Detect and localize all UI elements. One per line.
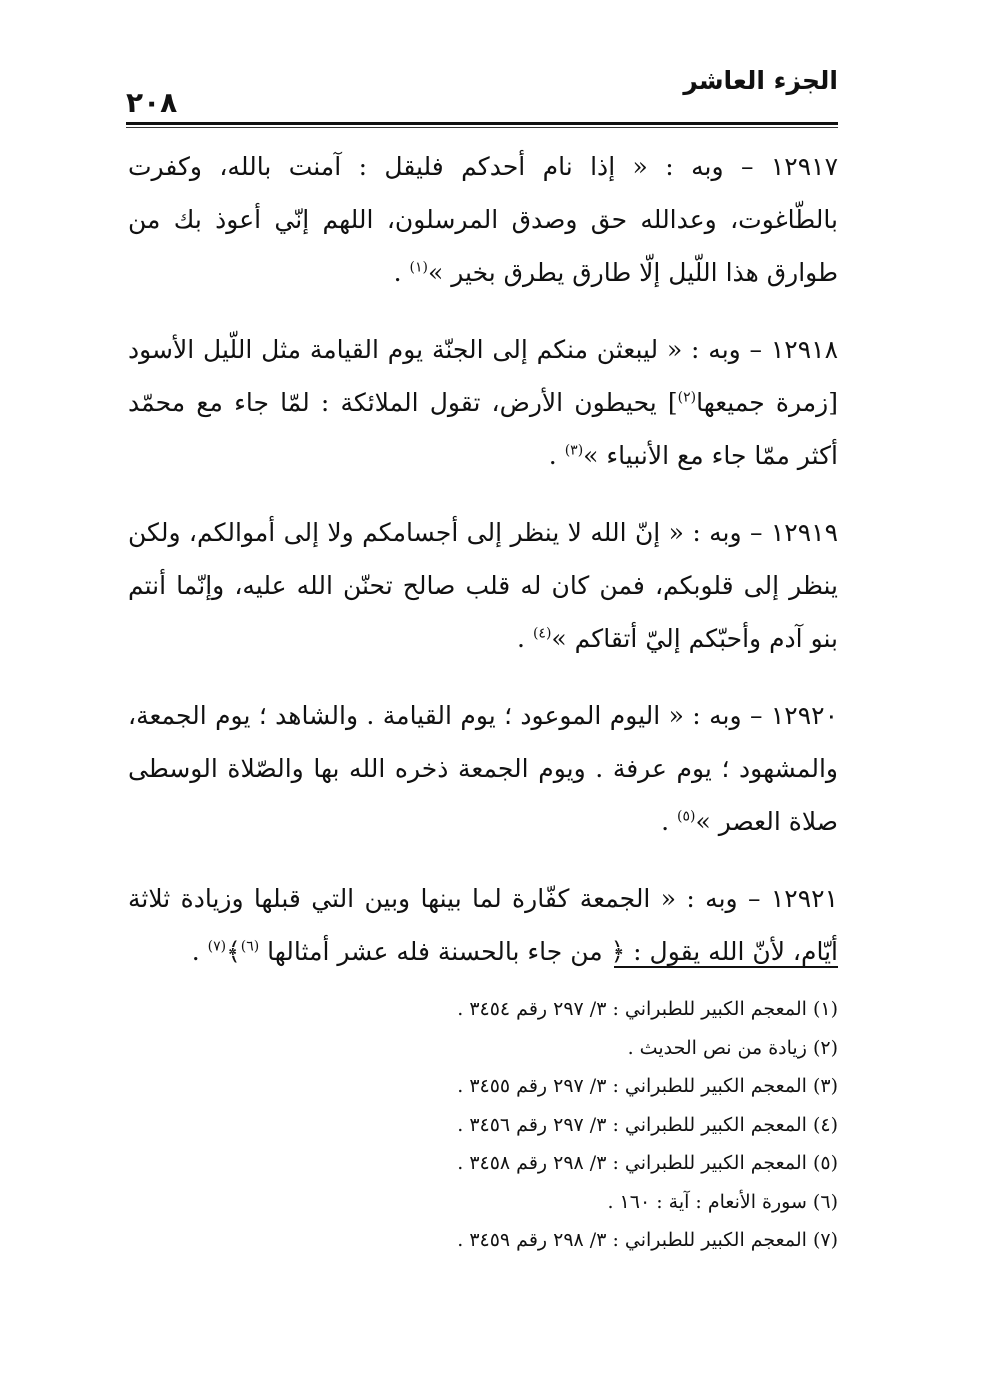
hadith-paragraph	[128, 506, 838, 665]
footnote: (٢) زيادة من نص الحديث .	[627, 1036, 838, 1059]
footnote-marker: (٣)	[564, 442, 584, 459]
footnote-marker: (٧)	[207, 938, 227, 955]
hadith-paragraph	[128, 872, 838, 978]
hadith-text-continued: ] يحيطون الأرض، تقول الملائكة : لمّا جاء مع محمّد أكثر ممّا جاء مع الأنبياء »	[128, 388, 838, 470]
footnote-marker: (٢)	[677, 389, 697, 406]
hadith-tail: .	[191, 937, 208, 966]
quran-close-bracket: ﴾	[226, 937, 241, 966]
footnote-marker: (٥)	[677, 808, 696, 825]
hadith-tail: .	[661, 807, 677, 836]
footnote-marker: (٤)	[532, 625, 552, 642]
hadith-text: – وبه : « اليوم الموعود ؛ يوم القيامة . والشاهد ؛ يوم الجمعة، والمشهود ؛ يوم عرفة . ويوم الجمعة ذخره الله بها والصّلاة الوسطى صلاة العصر »	[128, 701, 838, 836]
footnote: (٦) سورة الأنعام : آية : ١٦٠ .	[607, 1190, 838, 1213]
footnotes	[300, 990, 838, 1260]
hadith-text: – وبه : « إذا نام أحدكم فليقل : آمنت بالله، وكفرت بالطّاغوت، وعدالله حق وصدق المرسلون، اللهم إنّي أعوذ بك من طوارق هذا اللّيل إلّا طارق يطرق بخير »	[128, 152, 838, 287]
hadith-paragraph	[128, 140, 838, 299]
footnote: (٣) المعجم الكبير للطبراني : ٣/ ٢٩٧ رقم ٣٤٥٥ .	[457, 1075, 838, 1097]
footnote: (٧) المعجم الكبير للطبراني : ٣/ ٢٩٨ رقم ٣٤٥٩ .	[457, 1229, 838, 1251]
hadith-paragraph	[128, 689, 838, 848]
footnote: (٤) المعجم الكبير للطبراني : ٣/ ٢٩٧ رقم ٣٤٥٦ .	[457, 1113, 838, 1136]
hadith-number: ١٢٩٢٠	[770, 701, 838, 730]
hadith-tail: .	[548, 441, 565, 470]
footnote-marker: (١)	[409, 259, 428, 276]
footnote-marker: (٦)	[240, 938, 260, 955]
hadith-paragraph	[128, 323, 838, 482]
main-text	[128, 140, 838, 1002]
header-rule	[126, 122, 838, 125]
footnote: (٥) المعجم الكبير للطبراني : ٣/ ٢٩٨ رقم ٣٤٥٨ .	[457, 1152, 838, 1174]
hadith-tail: .	[517, 624, 533, 653]
part-title: الجزء العاشر	[683, 66, 838, 95]
hadith-number: ١٢٩١٩	[770, 518, 838, 547]
hadith-tail: .	[393, 258, 410, 287]
footnote-rule	[614, 966, 838, 968]
hadith-number: ١٢٩١٧	[770, 152, 838, 181]
hadith-text: – وبه : « ليبعثن منكم إلى الجنّة يوم القيامة مثل اللّيل الأسود [زمرة جميعها	[128, 335, 838, 417]
hadith-text: – وبه : « إنّ الله لا ينظر إلى أجسامكم ولا إلى أموالكم، ولكن ينظر إلى قلوبكم، فمن كان له قلب صالح تحنّن الله عليه، وإنّما أنتم بنو آدم وأحبّكم إليّ أتقاكم »	[128, 518, 838, 653]
running-header	[126, 66, 838, 126]
hadith-number: ١٢٩٢١	[770, 884, 838, 913]
page-number: ٢٠٨	[126, 86, 178, 119]
header-rule-thin	[126, 127, 838, 128]
hadith-text: – وبه : « الجمعة كفّارة لما بينها وبين التي قبلها وزيادة ثلاثة أيّام، لأنّ الله يقول : ﴿ من جاء بالحسنة فله عشر أمثالها	[128, 884, 838, 966]
footnote: (١) المعجم الكبير للطبراني : ٣/ ٢٩٧ رقم ٣٤٥٤ .	[457, 998, 838, 1020]
hadith-number: ١٢٩١٨	[770, 335, 838, 364]
